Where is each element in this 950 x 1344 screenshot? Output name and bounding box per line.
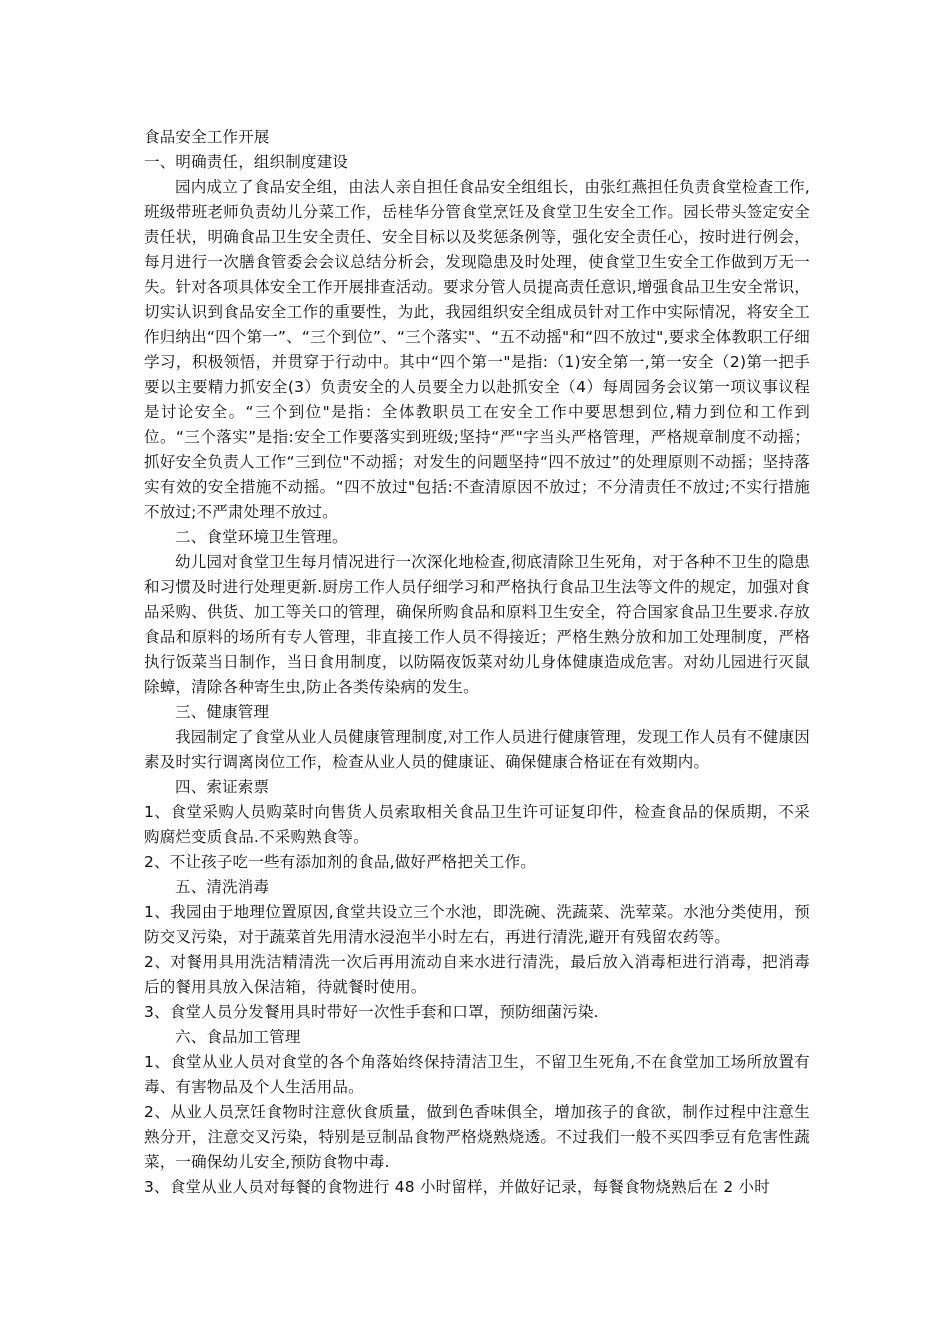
list-item: 2、对餐用具用洗洁精清洗一次后再用流动自来水进行清洗，最后放入消毒柜进行消毒，把消毒后的餐用具放入保洁箱，待就餐时使用。: [144, 953, 810, 996]
section-heading-cleaning: 五、清洗消毒: [175, 878, 270, 896]
list-item: 3、食堂人员分发餐用具时带好一次性手套和口罩，预防细菌污染.: [144, 1003, 599, 1021]
section-heading-health: 三、健康管理: [175, 703, 270, 721]
list-item: 3、食堂从业人员对每餐的食物进行 48 小时留样，并做好记录，每餐食物烧熟后在 2 小时: [144, 1178, 770, 1196]
section-paragraph-responsibility: 园内成立了食品安全组，由法人亲自担任食品安全组组长，由张红燕担任负责食堂检查工作,班级带班老师负责幼儿分菜工作，岳桂华分管食堂烹饪及食堂卫生安全工作。园长带头签定安全责任状，明确食品卫生安全责任、安全目标以及奖惩条例等，强化安全责任心，按时进行例会，每月进行一次膳食管委会会议总结分析会，发现隐患及时处理，使食堂卫生安全工作做到万无一失。针对各项具体安全工作开展排查活动。要求分管人员提高责任意识,增强食品卫生安全常识，切实认识到食品安全工作的重要性，为此，我园组织安全组成员针对工作中实际情况，将安全工作归纳出“四个第一”、“三个到位”、“三个落实"、“五不动摇"和“四不放过",要求全体教职工仔细学习，积极领悟，并贯穿于行动中。其中“四个第一"是指:（1)安全第一,第一安全（2)第一把手要以主要精力抓安全(3）负责安全的人员要全力以赴抓安全（4）每周园务会议第一项议事议程是讨论安全。“三个到位"是指：全体教职员工在安全工作中要思想到位,精力到位和工作到位。“三个落实”是指:安全工作要落实到班级;坚持“严"字当头严格管理，严格规章制度不动摇；抓好安全负责人工作“三到位"不动摇；对发生的问题坚持“四不放过”的处理原则不动摇；坚持落实有效的安全措施不动摇。“四不放过"包括:不查清原因不放过；不分清责任不放过;不实行措施不放过;不严肃处理不放过。: [144, 178, 810, 521]
section-heading-environment: 二、食堂环境卫生管理。: [175, 528, 348, 546]
list-item: 2、不让孩子吃一些有添加剂的食品,做好严格把关工作。: [144, 853, 536, 871]
section-heading-responsibility: 一、明确责任，组织制度建设: [144, 153, 349, 171]
list-item: 1、食堂采购人员购菜时向售货人员索取相关食品卫生许可证复印件，检查食品的保质期，不采购腐烂变质食品.不采购熟食等。: [144, 803, 810, 846]
section-paragraph-environment: 幼儿园对食堂卫生每月情况进行一次深化地检查,彻底清除卫生死角，对于各种不卫生的隐患和习惯及时进行处理更新.厨房工作人员仔细学习和严格执行食品卫生法等文件的规定，加强对食品采购、供货、加工等关口的管理，确保所购食品和原料卫生安全，符合国家食品卫生要求.存放食品和原料的场所有专人管理，非直接工作人员不得接近；严格生熟分放和加工处理制度，严格执行饭菜当日制作，当日食用制度，以防隔夜饭菜对幼儿身体健康造成危害。对幼儿园进行灭鼠除蟑，清除各种寄生虫,防止各类传染病的发生。: [144, 553, 810, 696]
document-title: 食品安全工作开展: [144, 128, 270, 146]
section-paragraph-health: 我园制定了食堂从业人员健康管理制度,对工作人员进行健康管理，发现工作人员有不健康因素及时实行调离岗位工作，检查从业人员的健康证、确保健康合格证在有效期内。: [144, 728, 810, 771]
list-item: 1、食堂从业人员对食堂的各个角落始终保持清洁卫生，不留卫生死角,不在食堂加工场所放置有毒、有害物品及个人生活用品。: [144, 1053, 810, 1096]
section-heading-processing: 六、食品加工管理: [175, 1028, 301, 1046]
list-item: 2、从业人员烹饪食物时注意伙食质量，做到色香味俱全，增加孩子的食欲，制作过程中注意生熟分开，注意交叉污染，特别是豆制品食物严格烧熟烧透。不过我们一般不买四季豆有危害性蔬菜，一确保幼儿安全,预防食物中毒.: [144, 1103, 810, 1171]
list-item: 1、我园由于地理位置原因,食堂共设立三个水池，即洗碗、洗蔬菜、洗荤菜。水池分类使用，预防交叉污染，对于蔬菜首先用清水浸泡半小时左右，再进行清洗,避开有残留农药等。: [144, 903, 810, 946]
document-page: [144, 125, 810, 1200]
section-heading-certificates: 四、索证索票: [175, 778, 270, 796]
